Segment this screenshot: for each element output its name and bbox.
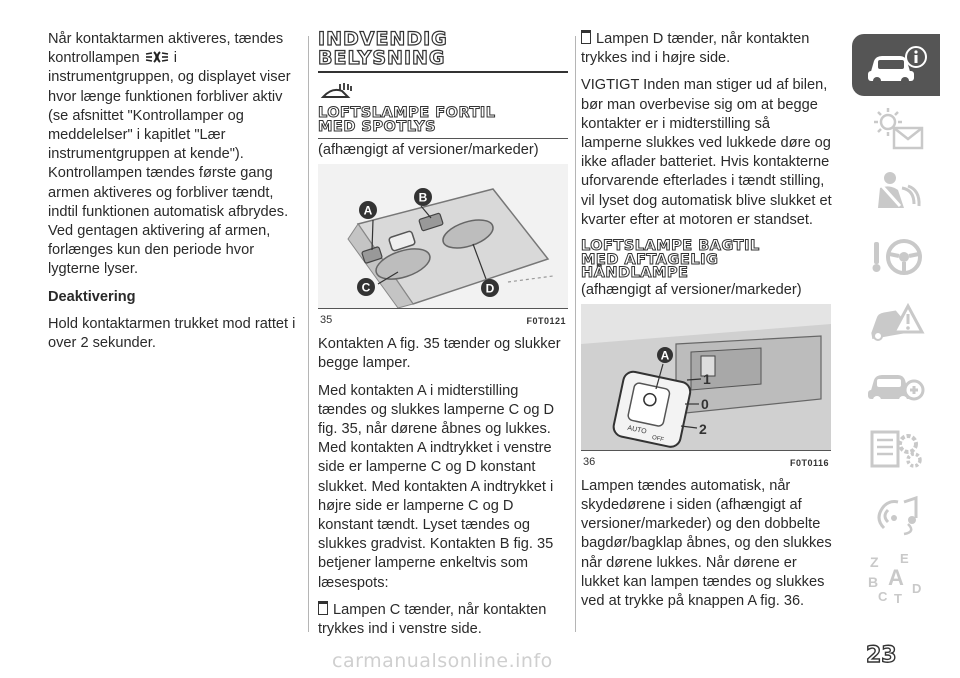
index-letter-e: E (900, 551, 909, 566)
paragraph-deactivation: Hold kontaktarmen trukket mod rattet i over 2 sekunder. (48, 315, 296, 352)
figure-36-number: 36 (583, 455, 596, 468)
deactivation-heading: Deaktivering (48, 288, 136, 305)
section-heading-line1: INDVENDIG (318, 28, 448, 50)
front-ceiling-lamp-illustration (318, 164, 568, 308)
figure-35-code: F0T0121 (526, 316, 566, 327)
figure-35-label-c: C (361, 280, 371, 295)
figure-36-label-2: 2 (699, 420, 707, 437)
section-heading-line2: BELYSNING (318, 47, 446, 69)
paragraph-intro-b: i instrumentgruppen, og displayet viser hvor længe funktionen forbliver aktiv (se afsnittet "Kontrollamper og meddelelser" i kapitlet "Lær instrumentgruppen at kende"). Kontrollampen tændes første gang armen aktiveres og forbliver tændt, indtil funktionen automatisk afbrydes. Ved gentagen aktivering af armen, forlænges kun den periode hvor lygterne lyser. (48, 50, 291, 278)
tab-safety[interactable] (852, 162, 940, 224)
figure-36-label-0: 0 (701, 395, 709, 412)
figure-35-number: 35 (320, 314, 333, 327)
multimedia-icon (864, 488, 928, 538)
heading-rule (318, 71, 568, 73)
tab-car-service[interactable] (852, 354, 940, 416)
warning-lights-icon (864, 104, 928, 154)
paragraph-switch-modes: Med kontakten A i midterstilling tændes og slukkes lamperne C og D fig. 35, når dørene åbnes og lukkes. Med kontakten A indtrykket i venstre side er lamperne C og D konstant slukket. Med kontakten A indtrykket i højre side er lamperne C og D konstant tændt. Lyset tændes og slukkes gradvist. Kontakten B fig. 35 betjener lamperne enkeltvis som læsespots: (318, 382, 555, 591)
figure-36 (581, 304, 831, 468)
bullet-lamp-d (581, 30, 833, 68)
figure-36-auto-label: AUTO (626, 424, 648, 436)
subheading-rule (318, 138, 568, 139)
figure-36-label-1: 1 (703, 370, 711, 387)
column-middle (318, 30, 568, 639)
tab-specs[interactable] (852, 418, 940, 480)
figure-36-code: F0T0116 (789, 457, 829, 468)
figure-35-label-a: A (363, 203, 373, 218)
bullet-icon (318, 601, 328, 615)
tab-multimedia[interactable] (852, 482, 940, 544)
figure-36-off-label: OFF (651, 434, 665, 444)
subheading-front-line2: MED SPOTLYS (318, 118, 437, 135)
index-letter-a: A (888, 565, 904, 590)
paragraph-rear-lamp: Lampen tændes automatisk, når skydedørene i siden (afhængigt af versioner/markeder) og den dobbelte bagdør/bagklap åbnes, og den slukkes når dørene lukkes. Når dørene er lukket kan lampen tændes og slukkes ved at trykke på knappen A fig. 36. (581, 477, 832, 609)
bullet-lamp-c-text: Lampen C tænder, når kontakten trykkes ind i venstre side. (318, 601, 547, 638)
figure-35 (318, 164, 568, 327)
subheading-rear-line1: LOFTSLAMPE BAGTIL (581, 238, 760, 255)
figure-35-label-b: B (418, 190, 428, 205)
column-divider-1 (308, 36, 309, 632)
subheading-rear-line2: MED AFTAGELIG (581, 251, 719, 268)
figure-35-label-d: D (485, 281, 495, 296)
version-note-rear: (afhængigt af versioner/markeder) (581, 281, 802, 298)
index-letter-z: Z (870, 554, 879, 570)
car-service-icon (864, 360, 928, 410)
version-note: (afhængigt af versioner/markeder) (318, 142, 539, 158)
column-right (581, 30, 833, 611)
paragraph-important: VIGTIGT Inden man stiger ud af bilen, bør man overbevise sig om at begge kontakter er i midterstilling så lamperne slukkes ved lukkede døre og ikke aflader batteriet. Hvis kontakterne uforvarende efterlades i tændt stilling, vil lyset dog automatisk blive slukket et kvarter efter at motoren er standset. (581, 77, 832, 228)
index-icon (864, 549, 928, 605)
car-info-icon (864, 43, 928, 87)
rear-ceiling-lamp-illustration (581, 304, 831, 450)
page-number: 23 (866, 643, 897, 668)
tab-warning-lights[interactable] (852, 98, 940, 160)
safety-icon (864, 168, 928, 218)
tab-index[interactable] (852, 546, 940, 608)
emergency-icon (864, 296, 928, 346)
index-letter-t: T (894, 591, 902, 605)
steering-icon (864, 232, 928, 282)
subheading-front-line1: LOFTSLAMPE FORTIL (318, 105, 496, 121)
tab-car-info[interactable] (852, 34, 940, 96)
bullet-icon (581, 30, 591, 44)
bullet-lamp-d-text: Lampen D tænder, når kontakten trykkes ind i højre side. (581, 31, 810, 67)
paragraph-intro-a: Når kontaktarmen aktiveres, tændes kontrollampen (48, 31, 284, 67)
headlight-indicator-icon (144, 49, 170, 65)
interior-light-icon (320, 81, 354, 101)
column-divider-2 (575, 36, 576, 632)
bullet-lamp-c (318, 601, 568, 639)
paragraph-intro (48, 30, 300, 280)
index-letter-d: D (912, 581, 922, 596)
figure-36-label-a: A (660, 348, 670, 363)
watermark: carmanualsonline.info (332, 650, 553, 672)
index-letter-c: C (878, 589, 888, 604)
paragraph-switch-a: Kontakten A fig. 35 tænder og slukker begge lamper. (318, 336, 561, 372)
tab-steering[interactable] (852, 226, 940, 288)
tab-emergency[interactable] (852, 290, 940, 352)
subheading-rear-line3: HÅNDLAMPE (581, 265, 689, 282)
specs-icon (864, 424, 928, 474)
index-letter-b: B (868, 574, 879, 590)
column-left (48, 30, 300, 353)
chapter-tabs (852, 34, 940, 610)
